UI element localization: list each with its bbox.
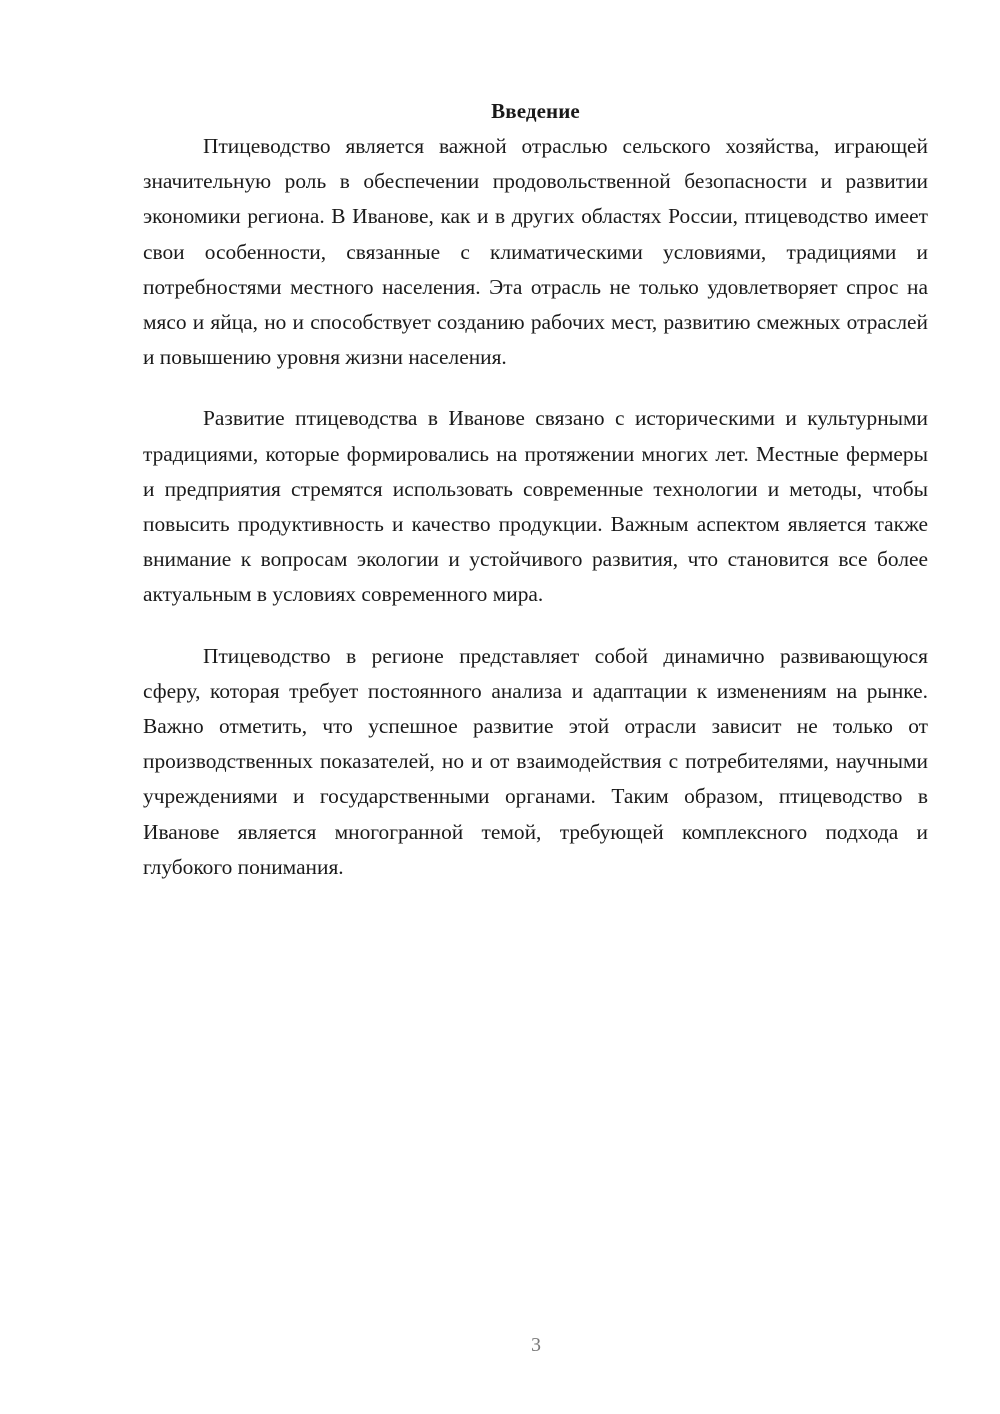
section-title: Введение [491, 99, 580, 123]
paragraph-3: Птицеводство в регионе представляет собой динамично развивающуюся сферу, которая требует постоянного анализа и адаптации к изменениям на рынке. Важно отметить, что успешное развитие этой отрасли зависит не только от производственных показателей, но и от взаимодействия с потребителями, научными учреждениями и государственными органами. Таким образом, птицеводство в Иванове является многогранной темой, требующей комплексного подхода и глубокого понимания. [143, 643, 928, 879]
paragraph-2: Развитие птицеводства в Иванове связано с историческими и культурными традициями, которые формировались на протяжении многих лет. Местные фермеры и предприятия стремятся использовать современные технологии и методы, чтобы повысить продуктивность и качество продукции. Важным аспектом является также внимание к вопросам экологии и устойчивого развития, что становится все более актуальным в условиях современного мира. [143, 406, 928, 607]
page-number: 3 [531, 1334, 541, 1356]
paragraph-1: Птицеводство является важной отраслью сельского хозяйства, играющей значительную роль в обеспечении продовольственной безопасности и развитии экономики региона. В Иванове, как и в других областях России, птицеводство имеет свои особенности, связанные с климатическими условиями, традициями и потребностями местного населения. Эта отрасль не только удовлетворяет спрос на мясо и яйца, но и способствует созданию рабочих мест, развитию смежных отраслей и повышению уровня жизни населения. [143, 134, 928, 370]
page-content [143, 94, 928, 885]
